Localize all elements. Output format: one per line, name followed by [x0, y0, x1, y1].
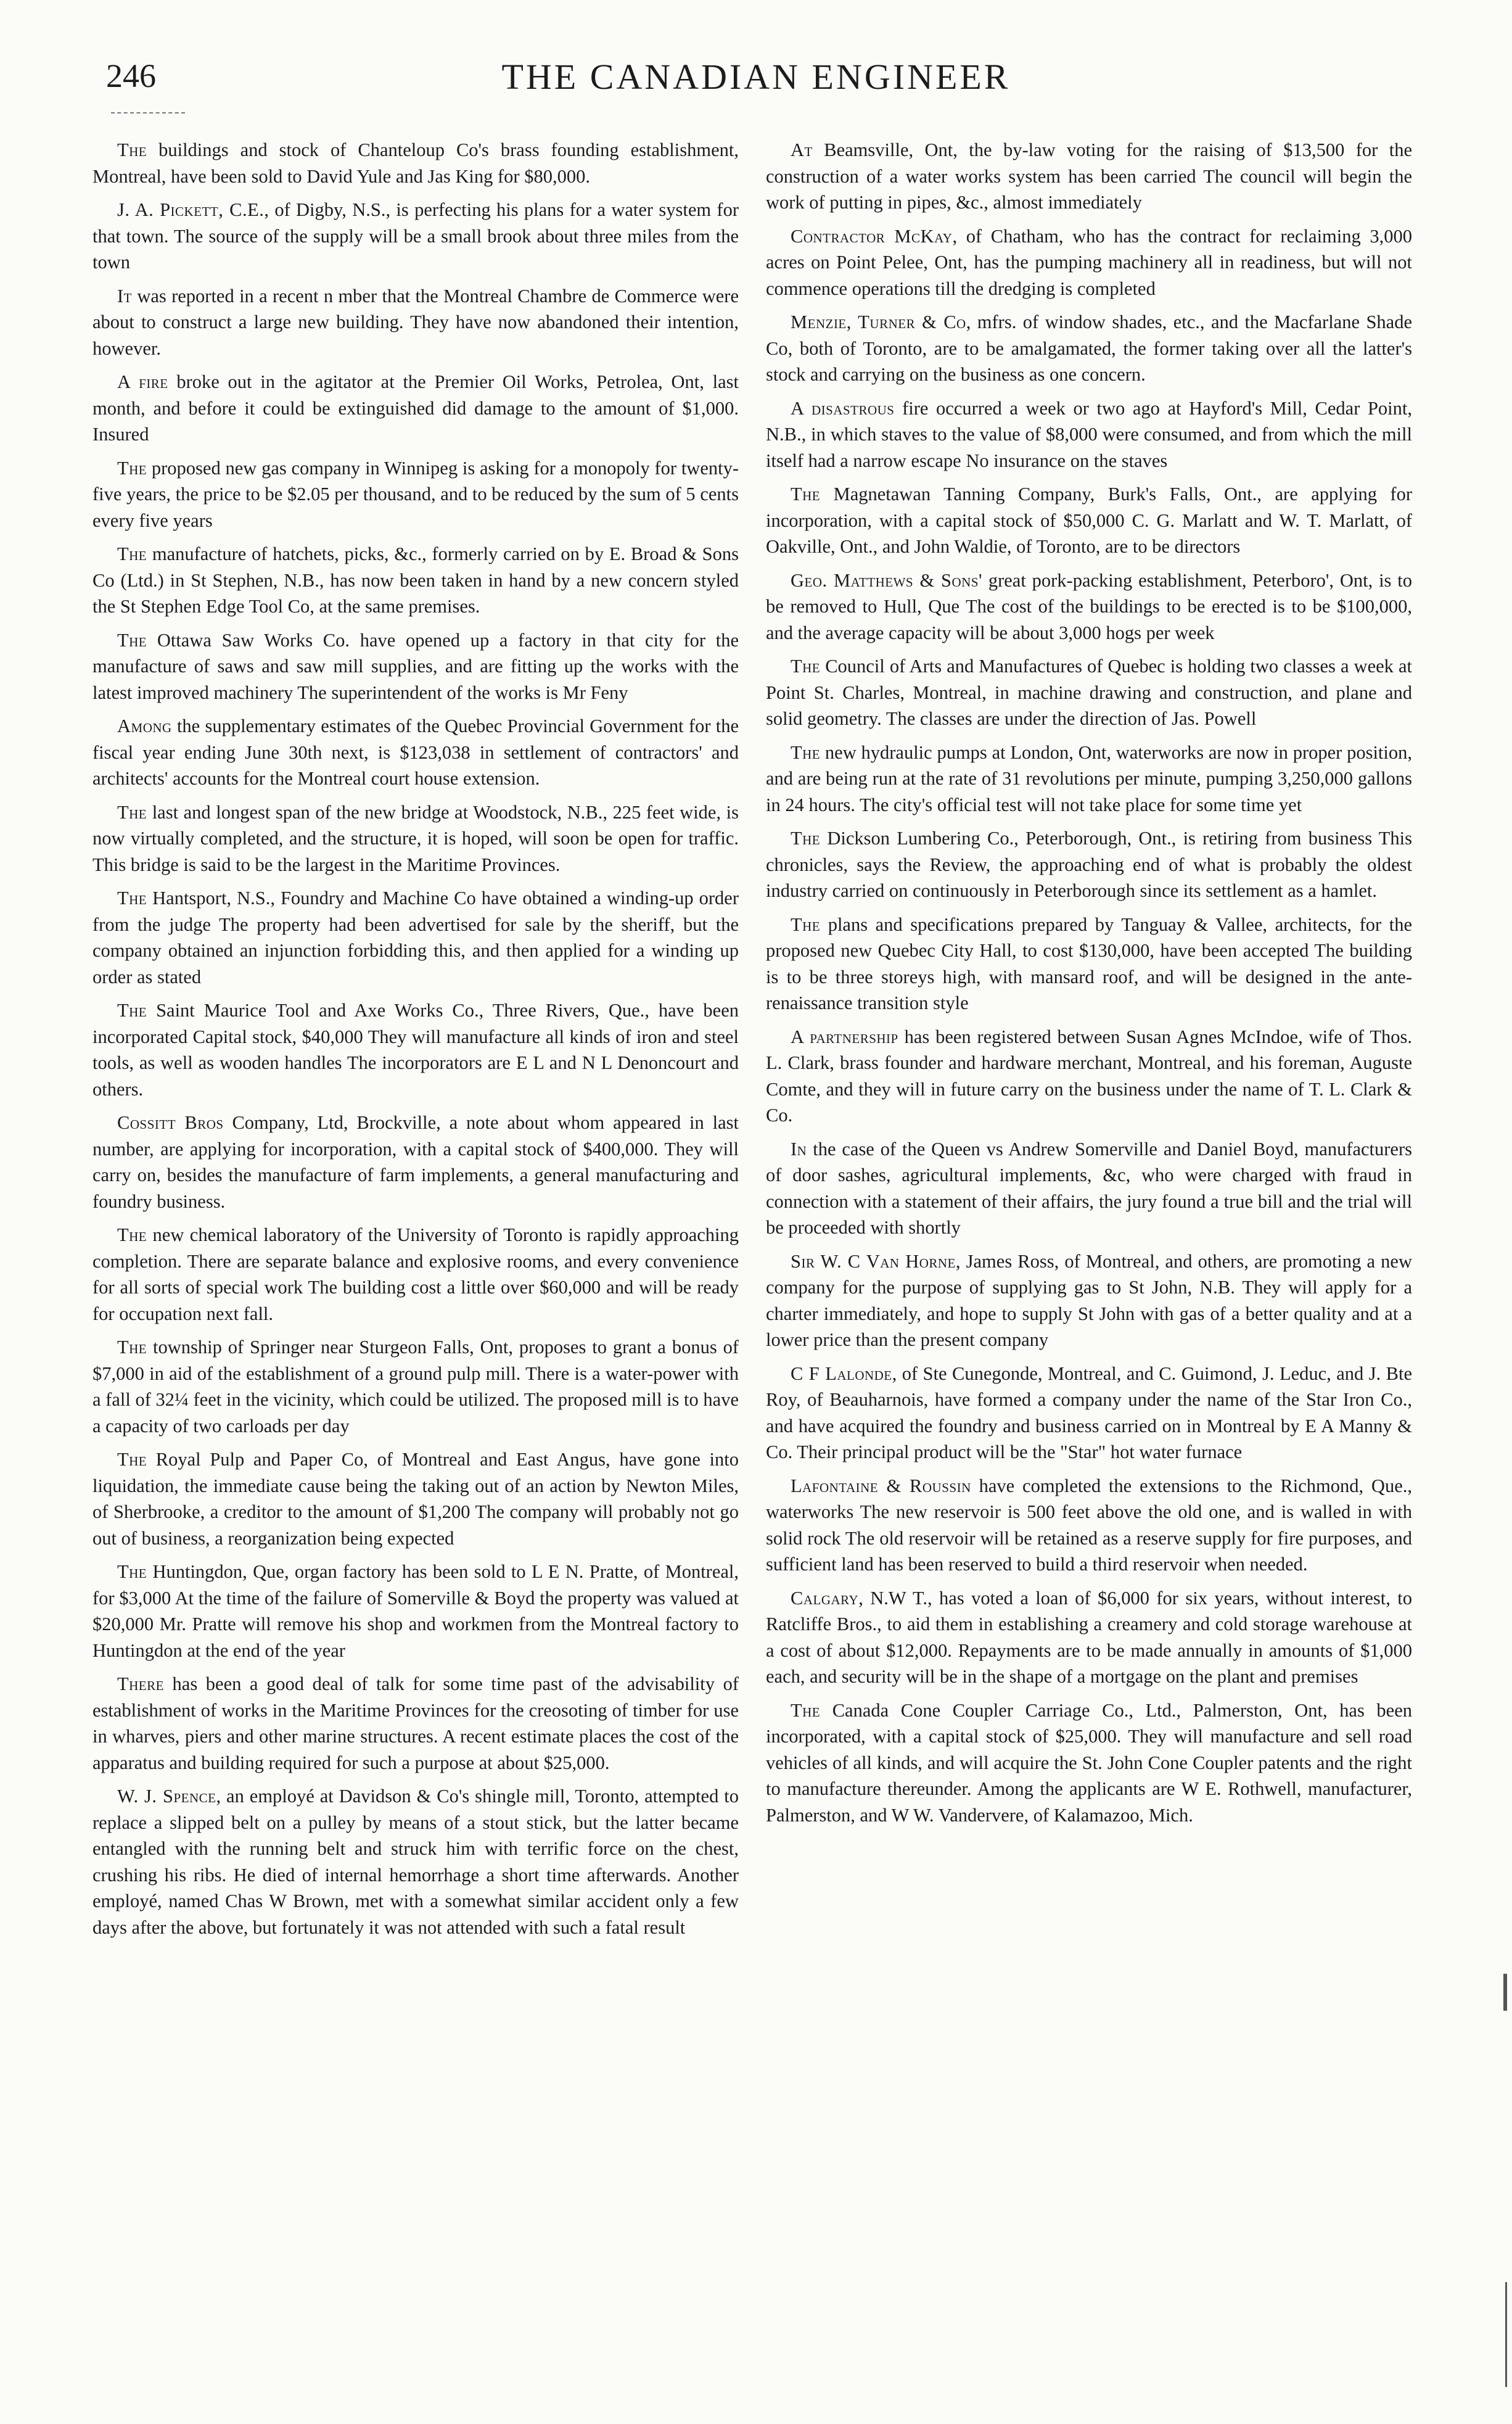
news-item-lead: The — [117, 1449, 147, 1470]
news-item-text: the case of the Queen vs Andrew Somerville and Daniel Boyd, manufacturers of door sashes, agricultural implements, &c, who were charged with fraud in connection with a statement of their affairs, the jury found a true bill and the trial will be proceeded with shortly — [766, 1138, 1412, 1238]
news-item-text: Council of Arts and Manufactures of Quebec is holding two classes a week at Point St. Charles, Montreal, in machine drawing and construction, and plane and solid geometry. The classes are under the direction of Jas. Powell — [766, 656, 1412, 729]
news-item-text: have completed the extensions to the Richmond, Que., waterworks The new reservoir is 500 feet above the old one, and is walled in with solid rock The old reservoir will be retained as a reserve supply for fire purposes, and sufficient land has been reserved to build a third reservoir when needed. — [766, 1475, 1412, 1575]
news-item — [766, 309, 1412, 388]
news-item-text: broke out in the agitator at the Premier Oil Works, Petrolea, Ont, last month, and before it could be extinguished did damage to the amount of $1,000. Insured — [92, 371, 739, 445]
news-item-text: , an employé at Davidson & Co's shingle mill, Toronto, attempted to replace a slipped belt on a pulley by means of a stout stick, but the latter became entangled with the running belt and struck him with terrific force on the chest, crushing his ribs. He died of internal hemorrhage a short time afterwards. Another employé, named Chas W Brown, met with a somewhat similar accident only a few days after the above, but fortunately it was not attended with such a fatal result — [92, 1786, 739, 1938]
news-item — [92, 885, 739, 990]
news-item — [766, 825, 1412, 904]
news-item-text: Beamsville, Ont, the by-law voting for the raising of $13,500 for the construction of a water works system has been carried The council will begin the work of putting in pipes, &c., almost immediately — [766, 139, 1412, 213]
news-item-lead: The — [117, 1000, 147, 1021]
news-item-text: buildings and stock of Chanteloup Co's brass founding establishment, Montreal, have been sold to David Yule and Jas King for $80,000. — [92, 139, 739, 187]
news-item-text: Dickson Lumbering Co., Peterborough, Ont., is retiring from business This chronicles, says the Review, the approaching end of what is probably the oldest industry carried on continuously in Peterborough since its settlement as a hamlet. — [766, 828, 1412, 901]
news-item — [92, 1446, 739, 1551]
news-item-lead: At — [791, 139, 813, 160]
news-item — [92, 1671, 739, 1776]
news-item-lead: The — [117, 543, 147, 564]
news-item — [766, 223, 1412, 302]
left-column — [92, 137, 739, 2376]
news-item-lead: The — [117, 801, 147, 823]
page-number: 246 — [106, 57, 156, 94]
news-item-lead: There — [117, 1673, 164, 1694]
news-item — [766, 740, 1412, 818]
news-item-text: has been registered between Susan Agnes McIndoe, wife of Thos. L. Clark, brass founder and hardware merchant, Montreal, and his foreman, Auguste Comte, and they will in future carry on the business under the name of T. L. Clark & Co. — [766, 1026, 1412, 1126]
news-item — [92, 799, 739, 878]
news-item-lead: The — [791, 656, 821, 677]
news-item-lead: The — [791, 1699, 821, 1721]
news-item-lead: Geo. Matthews & Sons' — [791, 569, 982, 591]
news-item-text: township of Springer near Sturgeon Falls, Ont, proposes to grant a bonus of $7,000 in aid of the establishment of a ground pulp mill. There is a water-power with a fall of 32¼ feet in the vicinity, which could be utilized. The proposed mill is to have a capacity of two carloads per day — [92, 1337, 739, 1437]
news-item — [92, 1559, 739, 1663]
news-item — [766, 481, 1412, 560]
news-item-text: fire occurred a week or two ago at Hayford's Mill, Cedar Point, N.B., in which staves to the value of $8,000 were consumed, and from which the mill itself had a narrow escape No insurance on the staves — [766, 397, 1412, 471]
news-item — [766, 1697, 1412, 1829]
news-item-text: Huntingdon, Que, organ factory has been sold to L E N. Pratte, of Montreal, for $3,000 At the time of the failure of Somerville & Boyd the property was valued at $20,000 Mr. Pratte will remove his shop and workmen from the Montreal factory to Huntingdon at the end of the year — [92, 1561, 739, 1661]
news-item-lead: A fire — [117, 371, 168, 392]
news-item-lead: The — [117, 1337, 147, 1358]
news-item-lead: Calgary — [791, 1587, 859, 1609]
news-item — [766, 653, 1412, 732]
news-item-lead: In — [791, 1138, 807, 1160]
news-item-lead: Lafontaine & Roussin — [791, 1475, 971, 1496]
news-item — [766, 395, 1412, 474]
news-item-text: Hantsport, N.S., Foundry and Machine Co have obtained a winding-up order from the judge The property had been advertised for sale by the sheriff, but the company obtained an injunction forbidding this, and then applied for a winding up order as stated — [92, 888, 739, 987]
news-item-lead: A disastrous — [791, 397, 895, 419]
news-item — [766, 567, 1412, 646]
news-item — [92, 455, 739, 534]
news-item-text: has been a good deal of talk for some time past of the advisability of establishment of works in the Maritime Provinces for the creosoting of timber for use in wharves, piers and other marine structures. A recent estimate places the cost of the apparatus and building required for such a purpose at about $25,000. — [92, 1673, 739, 1773]
news-item — [92, 1334, 739, 1439]
news-item-lead: The — [117, 1224, 147, 1245]
news-item — [92, 1783, 739, 1940]
news-item — [766, 1585, 1412, 1690]
news-item-text: great pork-packing establishment, Peterboro', Ont, is to be removed to Hull, Que The cost of the buildings to be erected is to be $100,000, and the average capacity will be about 3,000 hogs per week — [766, 569, 1412, 643]
news-item-lead: W. J. Spence — [117, 1786, 216, 1807]
news-item — [766, 137, 1412, 216]
news-item-lead: A partnership — [791, 1026, 898, 1047]
news-item — [92, 713, 739, 792]
news-item-lead: Contractor McKay — [791, 225, 953, 247]
news-item — [92, 137, 739, 189]
news-item-lead: The — [791, 484, 821, 505]
news-item — [92, 1222, 739, 1327]
news-item-text: , N.W T., has voted a loan of $6,000 for six years, without interest, to Ratcliffe Bros., to aid them in establishing a creamery and cold storage warehouse at a cost of about $12,000. Repayments are to be made annually in amounts of $1,000 each, and security will be in the shape of a mortgage on the plant and premises — [766, 1587, 1412, 1687]
header-rule — [111, 112, 185, 115]
news-item-text: Canada Cone Coupler Carriage Co., Ltd., Palmerston, Ont, has been incorporated, with a capital stock of $25,000. They will manufacture and sell road vehicles of all kinds, and will acquire the St. John Cone Coupler patents and the right to manufacture thereunder. Among the applicants are W E. Rothwell, manufacturer, Palmerston, and W W. Vandervere, of Kalamazoo, Mich. — [766, 1699, 1412, 1826]
news-item-lead: The — [791, 741, 821, 763]
news-item-lead: C F Lalonde — [791, 1362, 892, 1384]
news-item-text: , of Chatham, who has the contract for reclaiming 3,000 acres on Point Pelee, Ont, has the pumping machinery all in readiness, but will not commence operations till the dredging is completed — [766, 225, 1412, 299]
news-item-text: manufacture of hatchets, picks, &c., formerly carried on by E. Broad & Sons Co (Ltd.) in St Stephen, N.B., has now been taken in hand by a new concern styled the St Stephen Edge Tool Co, at the same premises. — [92, 543, 739, 617]
news-item — [92, 197, 739, 276]
news-item-lead: The — [791, 828, 821, 849]
news-item-lead: The — [117, 139, 147, 160]
news-item — [92, 1110, 739, 1214]
news-item-text: last and longest span of the new bridge at Woodstock, N.B., 225 feet wide, is now virtually completed, and the structure, it is hoped, will soon be open for traffic. This bridge is said to be the largest in the Maritime Provinces. — [92, 801, 739, 875]
news-item — [766, 1136, 1412, 1241]
news-item-text: Company, Ltd, Brockville, a note about whom appeared in last number, are applying for incorporation, with a capital stock of $400,000. They will carry on, besides the manufacture of farm implements, a general manufacturing and foundry business. — [92, 1112, 739, 1212]
scan-edge-mark — [1503, 1974, 1507, 2011]
news-item — [766, 1024, 1412, 1129]
news-item-text: plans and specifications prepared by Tanguay & Vallee, architects, for the proposed new Quebec City Hall, to cost $130,000, have been accepted The building is to be three storeys high, with mansard roof, and will be designed in the ante-renaissance transition style — [766, 913, 1412, 1013]
news-item — [92, 283, 739, 362]
news-item-lead: J. A. Pickett, C.E. — [117, 199, 265, 220]
news-item-lead: Among — [117, 715, 172, 736]
news-item-text: was reported in a recent n mber that the Montreal Chambre de Commerce were about to construct a large new building. They have now abandoned their intention, however. — [92, 285, 739, 359]
news-item-lead: The — [117, 457, 147, 479]
news-item-lead: The — [117, 888, 147, 909]
news-item-text: , of Ste Cunegonde, Montreal, and C. Guimond, J. Leduc, and J. Bte Roy, of Beauharnois, have formed a company under the name of the Star Iron Co., and have acquired the foundry and business carried on in Montreal by E A Manny & Co. Their principal product will be the "Star" hot water furnace — [766, 1362, 1412, 1462]
news-item-lead: Menzie, Turner & Co — [791, 311, 966, 332]
news-item — [766, 1473, 1412, 1578]
news-item-lead: Cossitt Bros — [117, 1112, 224, 1133]
news-item — [92, 997, 739, 1102]
news-item-text: , of Digby, N.S., is perfecting his plans for a water system for that town. The source of the supply will be a small brook about three miles from the town — [92, 199, 739, 273]
news-item-text: new chemical laboratory of the University of Toronto is rapidly approaching completion. There are separate balance and explosive rooms, and every convenience for all sorts of special work The building cost a little over $60,000 and will be ready for occupation next fall. — [92, 1224, 739, 1324]
news-item-text: Magnetawan Tanning Company, Burk's Falls, Ont., are applying for incorporation, with a capital stock of $50,000 C. G. Marlatt and W. T. Marlatt, of Oakville, Ont., and John Waldie, of Toronto, are to be directors — [766, 484, 1412, 557]
news-item-lead: It — [117, 285, 132, 307]
news-item-text: , mfrs. of window shades, etc., and the Macfarlane Shade Co, both of Toronto, are to be amalgamated, the former taking over all the latter's stock and carrying on the business as one concern. — [766, 311, 1412, 385]
news-item-text: Royal Pulp and Paper Co, of Montreal and East Angus, have gone into liquidation, the immediate cause being the taking out of an action by Newton Miles, of Sherbrooke, a creditor to the amount of $1,200 The company will probably not go out of business, a reorganization being expected — [92, 1449, 739, 1549]
news-item — [92, 541, 739, 620]
news-item — [766, 1361, 1412, 1466]
news-item — [92, 627, 739, 706]
scan-edge-mark — [1505, 2282, 1507, 2387]
news-item-text: new hydraulic pumps at London, Ont, waterworks are now in proper position, and are being run at the rate of 31 revolutions per minute, pumping 3,250,000 gallons in 24 hours. The city's official test will not take place for some time yet — [766, 741, 1412, 815]
news-item-text: the supplementary estimates of the Quebec Provincial Government for the fiscal year ending June 30th next, is $123,038 in settlement of contractors' and architects' accounts for the Montreal court house extension. — [92, 715, 739, 789]
news-item-lead: Sir W. C Van Horne — [791, 1250, 956, 1272]
news-item-lead: The — [791, 913, 821, 935]
news-item-lead: The — [117, 629, 147, 651]
news-item-text: Saint Maurice Tool and Axe Works Co., Three Rivers, Que., have been incorporated Capital stock, $40,000 They will manufacture all kinds of iron and steel tools, as well as wooden handles The incorporators are E L and N L Denoncourt and others. — [92, 1000, 739, 1100]
right-column — [766, 137, 1412, 2376]
news-item — [92, 369, 739, 448]
journal-title: THE CANADIAN ENGINEER — [501, 57, 1011, 97]
news-item-text: Ottawa Saw Works Co. have opened up a factory in that city for the manufacture of saws and saw mill supplies, and are fitting up the works with the latest improved machinery The superintendent of the works is Mr Feny — [92, 629, 739, 703]
news-item — [766, 1248, 1412, 1353]
page-header — [0, 0, 1512, 123]
news-item-text: , James Ross, of Montreal, and others, are promoting a new company for the purpose of supplying gas to St John, N.B. They will apply for a charter immediately, and hope to supply St John with gas of a better quality and at a lower price than the present company — [766, 1250, 1412, 1350]
news-item-text: proposed new gas company in Winnipeg is asking for a monopoly for twenty-five years, the price to be $2.05 per thousand, and to be reduced by the sum of 5 cents every five years — [92, 457, 739, 531]
news-item — [766, 912, 1412, 1016]
news-item-lead: The — [117, 1561, 147, 1582]
